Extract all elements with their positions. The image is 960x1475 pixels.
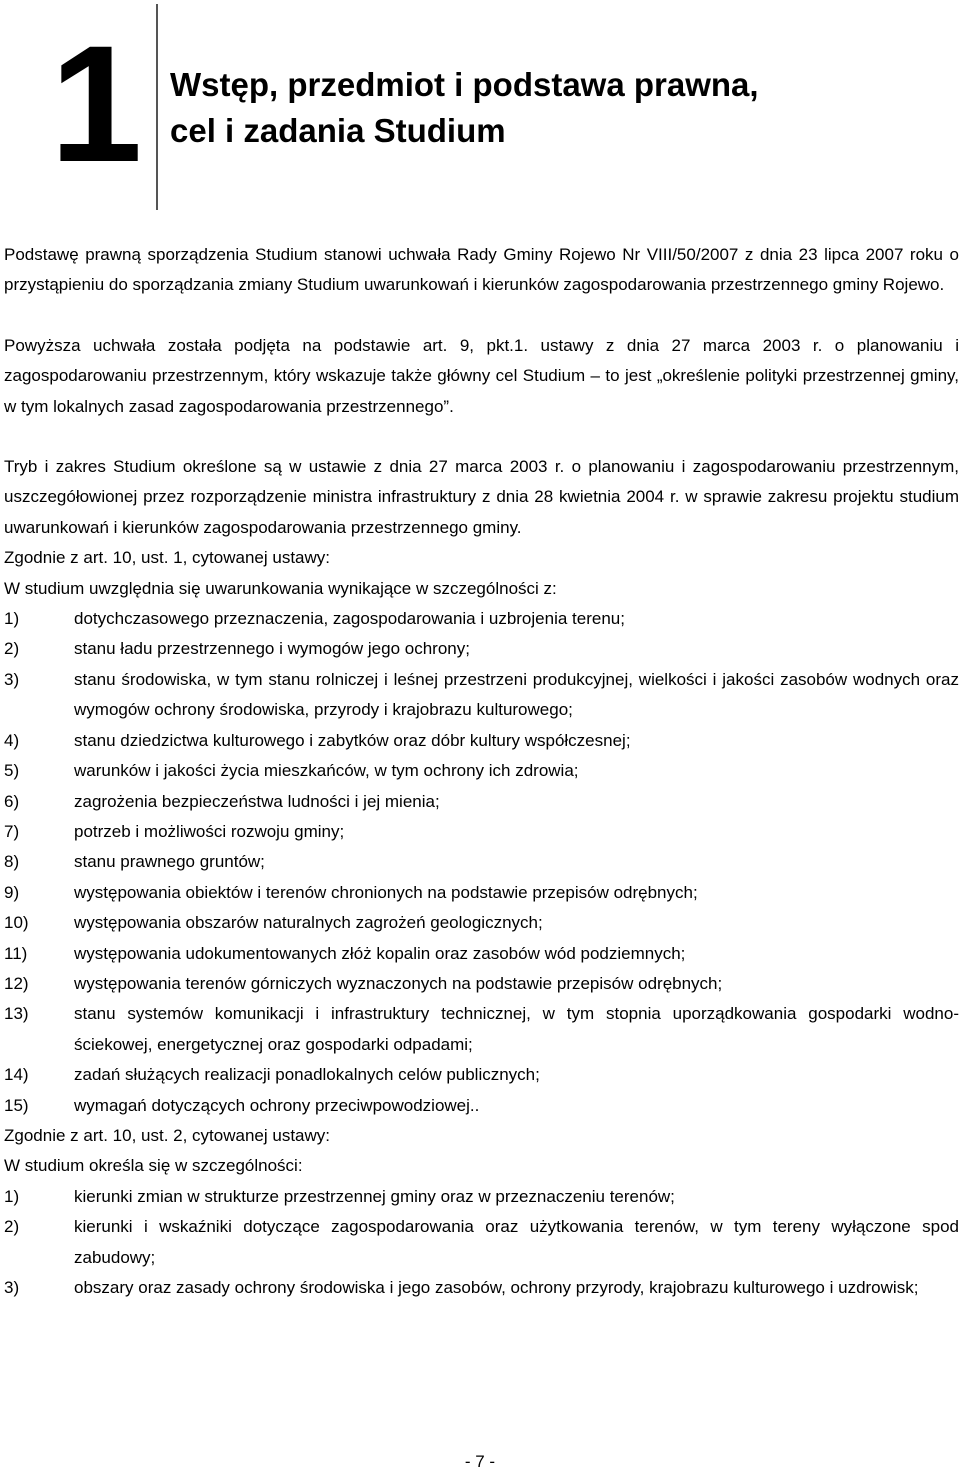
list-item-number: 2) xyxy=(4,1217,20,1237)
list-item-text: potrzeb i możliwości rozwoju gminy; xyxy=(74,821,345,841)
section1-list xyxy=(4,604,959,1121)
list-item-number: 1) xyxy=(4,1186,20,1206)
list-item-text: zagrożenia bezpieczeństwa ludności i jej mienia; xyxy=(74,791,440,811)
list-item-number: 4) xyxy=(4,730,20,750)
list-item xyxy=(4,726,959,756)
list-item xyxy=(4,847,959,877)
list-item-text: występowania obszarów naturalnych zagrożeń geologicznych; xyxy=(74,913,543,933)
list-item-number: 5) xyxy=(4,761,20,781)
paragraph-scope: Tryb i zakres Studium określone są w ustawie z dnia 27 marca 2003 r. o planowaniu i zagospodarowaniu przestrzennym, uszczegółowionej przez rozporządzenie ministra infrastruktury z dnia 28 kwietnia 2004 r. w sprawie zakresu projektu studium uwarunkowań i kierunków zagospodarowania przestrzennego gminy. xyxy=(4,457,959,537)
list-item-number: 6) xyxy=(4,791,20,811)
list-item-text: stanu środowiska, w tym stanu rolniczej i leśnej przestrzeni produkcyjnej, wielkości i jakości zasobów wodnych oraz wymogów ochrony środowiska, przyrody i krajobrazu kulturowego; xyxy=(74,669,959,720)
list-item xyxy=(4,665,959,726)
page-number: - 7 - xyxy=(464,1452,496,1471)
list-item xyxy=(4,1273,959,1303)
list-item xyxy=(4,1091,959,1121)
list-item xyxy=(4,787,959,817)
list-item xyxy=(4,604,959,634)
list-item-number: 2) xyxy=(4,639,20,659)
list-item-text: stanu ładu przestrzennego i wymogów jego ochrony; xyxy=(74,639,470,659)
list-item-text: stanu systemów komunikacji i infrastruktury technicznej, w tym stopnia uporządkowania gospodarki wodno-ściekowej, energetycznej oraz gospodarki odpadami; xyxy=(74,1004,959,1054)
section1-intro: W studium uwzględnia się uwarunkowania wynikające w szczególności z: xyxy=(4,578,557,598)
list-item-number: 8) xyxy=(4,852,20,872)
list-item-number: 7) xyxy=(4,821,20,841)
list-item-text: kierunki zmian w strukturze przestrzennej gminy oraz w przeznaczeniu terenów; xyxy=(74,1186,675,1206)
list-item xyxy=(4,817,959,847)
list-item-text: kierunki i wskaźniki dotyczące zagospodarowania oraz użytkowania terenów, w tym tereny wyłączone spod zabudowy; xyxy=(74,1217,959,1267)
section2-intro: W studium określa się w szczególności: xyxy=(4,1156,303,1176)
list-item-text: występowania obiektów i terenów chronionych na podstawie przepisów odrębnych; xyxy=(74,882,698,902)
list-item-text: występowania udokumentowanych złóż kopalin oraz zasobów wód podziemnych; xyxy=(74,943,686,963)
chapter-number: 1 xyxy=(50,12,137,197)
list-item-number: 1) xyxy=(4,609,20,629)
document-body xyxy=(4,240,959,1303)
list-item-text: stanu prawnego gruntów; xyxy=(74,852,265,872)
list-item-text: stanu dziedzictwa kulturowego i zabytków oraz dóbr kultury współczesnej; xyxy=(74,730,631,750)
list-item-text: zadań służących realizacji ponadlokalnych celów publicznych; xyxy=(74,1065,540,1085)
list-item xyxy=(4,1182,959,1212)
list-item xyxy=(4,908,959,938)
list-item xyxy=(4,634,959,664)
list-item-text: wymagań dotyczących ochrony przeciwpowodziowej.. xyxy=(74,1095,480,1115)
list-item-number: 10) xyxy=(4,913,29,933)
section2-list xyxy=(4,1182,959,1304)
list-item xyxy=(4,939,959,969)
list-item-number: 9) xyxy=(4,882,20,902)
chapter-title-line-2: cel i zadania Studium xyxy=(170,112,506,149)
list-item-text: występowania terenów górniczych wyznaczonych na podstawie przepisów odrębnych; xyxy=(74,973,723,993)
list-item-number: 11) xyxy=(4,943,28,963)
list-item-number: 3) xyxy=(4,669,20,689)
list-item xyxy=(4,756,959,786)
list-item xyxy=(4,1212,959,1273)
paragraph-resolution: Powyższa uchwała została podjęta na podstawie art. 9, pkt.1. ustawy z dnia 27 marca 2003 r. o planowaniu i zagospodarowaniu przestrzennym, który wskazuje także główny cel Studium – to jest „określenie polityki przestrzennej gminy, w tym lokalnych zasad zagospodarowania przestrzennego”. xyxy=(4,335,959,416)
chapter-title xyxy=(170,62,759,154)
list-item xyxy=(4,1060,959,1090)
list-item-number: 12) xyxy=(4,973,29,993)
chapter-title-line-1: Wstęp, przedmiot i podstawa prawna, xyxy=(170,66,759,103)
list-item-number: 15) xyxy=(4,1095,29,1115)
list-item-text: obszary oraz zasady ochrony środowiska i jego zasobów, ochrony przyrody, krajobrazu kulturowego i uzdrowisk; xyxy=(74,1278,919,1297)
section2-heading: Zgodnie z art. 10, ust. 2, cytowanej ustawy: xyxy=(4,1125,330,1145)
paragraph-legal-basis: Podstawę prawną sporządzenia Studium stanowi uchwała Rady Gminy Rojewo Nr VIII/50/2007 z dnia 23 lipca 2007 roku o przystąpieniu do sporządzania zmiany Studium uwarunkowań i kierunków zagospodarowania przestrzennego gminy Rojewo. xyxy=(4,245,959,295)
list-item xyxy=(4,878,959,908)
list-item-text: dotychczasowego przeznaczenia, zagospodarowania i uzbrojenia terenu; xyxy=(74,609,625,629)
list-item-number: 13) xyxy=(4,1004,29,1024)
chapter-divider xyxy=(156,4,158,210)
section1-heading: Zgodnie z art. 10, ust. 1, cytowanej ustawy: xyxy=(4,548,330,568)
list-item xyxy=(4,969,959,999)
list-item-number: 3) xyxy=(4,1278,20,1297)
list-item-text: warunków i jakości życia mieszkańców, w tym ochrony ich zdrowia; xyxy=(74,761,579,781)
list-item-number: 14) xyxy=(4,1065,29,1085)
list-item xyxy=(4,999,959,1060)
